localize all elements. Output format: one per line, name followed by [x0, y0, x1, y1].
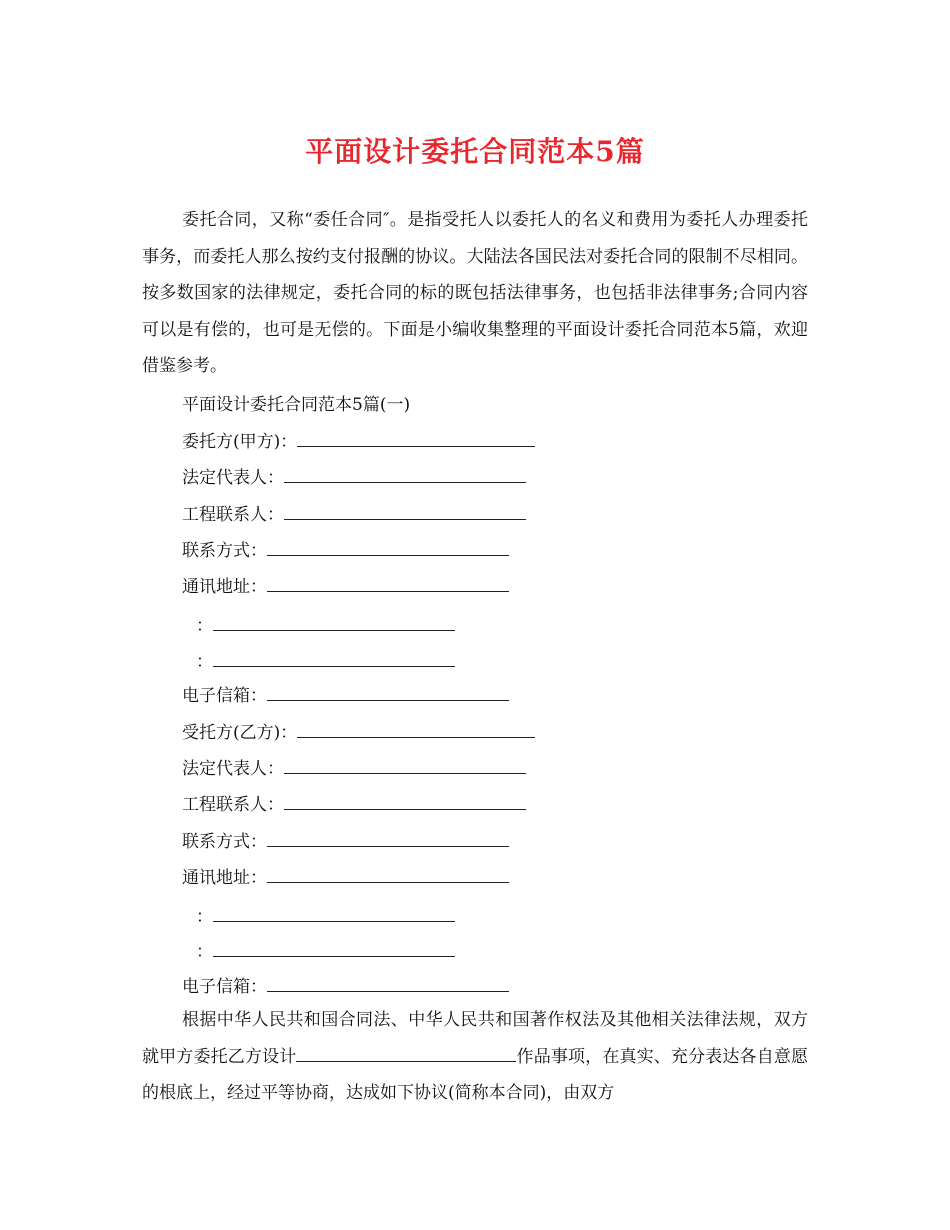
party-a-rep-blank[interactable] [284, 465, 526, 483]
party-a-rep-row [182, 465, 526, 490]
party-a-contact-person-label: 工程联系人： [182, 505, 284, 525]
party-a-email-label: 电子信箱： [182, 686, 267, 706]
party-a-contact-method-label: 联系方式： [182, 541, 267, 561]
party-a-name-blank[interactable] [297, 429, 535, 447]
party-b-blank1-row [196, 904, 455, 929]
party-a-blank1-row [196, 613, 455, 638]
party-b-contact-method-row [182, 829, 509, 854]
party-b-contact-person-blank[interactable] [284, 792, 526, 810]
agreement-paragraph [142, 1002, 808, 1112]
party-b-contact-person-row [182, 792, 526, 817]
party-b-blank1-label: ： [196, 907, 213, 927]
section-heading: 平面设计委托合同范本5篇(一) [182, 395, 411, 415]
party-b-email-row [182, 974, 509, 999]
party-a-rep-label: 法定代表人： [182, 468, 284, 488]
party-a-blank2-row [196, 649, 455, 674]
party-b-address-blank[interactable] [267, 865, 509, 883]
party-b-email-blank[interactable] [267, 974, 509, 992]
agreement-text-before: 根据中华人民共和国合同法、中华人民共和国著作权法及其他相关法律法规，双方就甲方委托乙方设计 [142, 1010, 808, 1067]
party-a-blank2-blank[interactable] [213, 649, 455, 667]
party-b-name-blank[interactable] [297, 720, 535, 738]
party-b-blank1-blank[interactable] [213, 904, 455, 922]
document-title: 平面设计委托合同范本5篇 [305, 135, 645, 168]
party-b-email-label: 电子信箱： [182, 977, 267, 997]
party-a-name-row [182, 429, 535, 454]
party-b-rep-label: 法定代表人： [182, 759, 284, 779]
party-a-blank1-blank[interactable] [213, 613, 455, 631]
party-a-address-blank[interactable] [267, 574, 509, 592]
party-b-blank2-row [196, 939, 455, 964]
party-a-contact-person-row [182, 502, 526, 527]
party-a-blank1-label: ： [196, 616, 213, 636]
party-a-email-blank[interactable] [267, 683, 509, 701]
party-a-name-label: 委托方(甲方)： [182, 432, 298, 452]
party-b-name-row [182, 720, 535, 745]
party-b-rep-row [182, 756, 526, 781]
party-b-contact-person-label: 工程联系人： [182, 795, 284, 815]
intro-paragraph: 委托合同，又称“委任合同″。是指受托人以委托人的名义和费用为委托人办理委托事务，而委托人那么按约支付报酬的协议。大陆法各国民法对委托合同的限制不尽相同。按多数国家的法律规定，委托合同的标的既包括法律事务，也包括非法律事务;合同内容可以是有偿的，也可是无偿的。下面是小编收集整理的平面设计委托合同范本5篇，欢迎借鉴参考。 [142, 210, 808, 376]
party-b-contact-method-blank[interactable] [267, 829, 509, 847]
party-a-contact-method-row [182, 538, 509, 563]
work-name-blank[interactable] [296, 1044, 516, 1062]
party-a-address-label: 通讯地址： [182, 577, 267, 597]
party-b-address-label: 通讯地址： [182, 868, 267, 888]
party-b-blank2-blank[interactable] [213, 939, 455, 957]
party-b-address-row [182, 865, 509, 890]
party-a-blank2-label: ： [196, 652, 213, 672]
party-a-contact-person-blank[interactable] [284, 502, 526, 520]
party-a-contact-method-blank[interactable] [267, 538, 509, 556]
party-a-address-row [182, 574, 509, 599]
agreement-text-after: 作品事项，在真实、充分表达各自意愿的根底上，经过平等协商，达成如下协议(简称本合同)，由双方 [142, 1046, 809, 1103]
party-a-email-row [182, 683, 509, 708]
party-b-rep-blank[interactable] [284, 756, 526, 774]
party-b-blank2-label: ： [196, 942, 213, 962]
party-b-contact-method-label: 联系方式： [182, 832, 267, 852]
party-b-name-label: 受托方(乙方)： [182, 723, 298, 743]
